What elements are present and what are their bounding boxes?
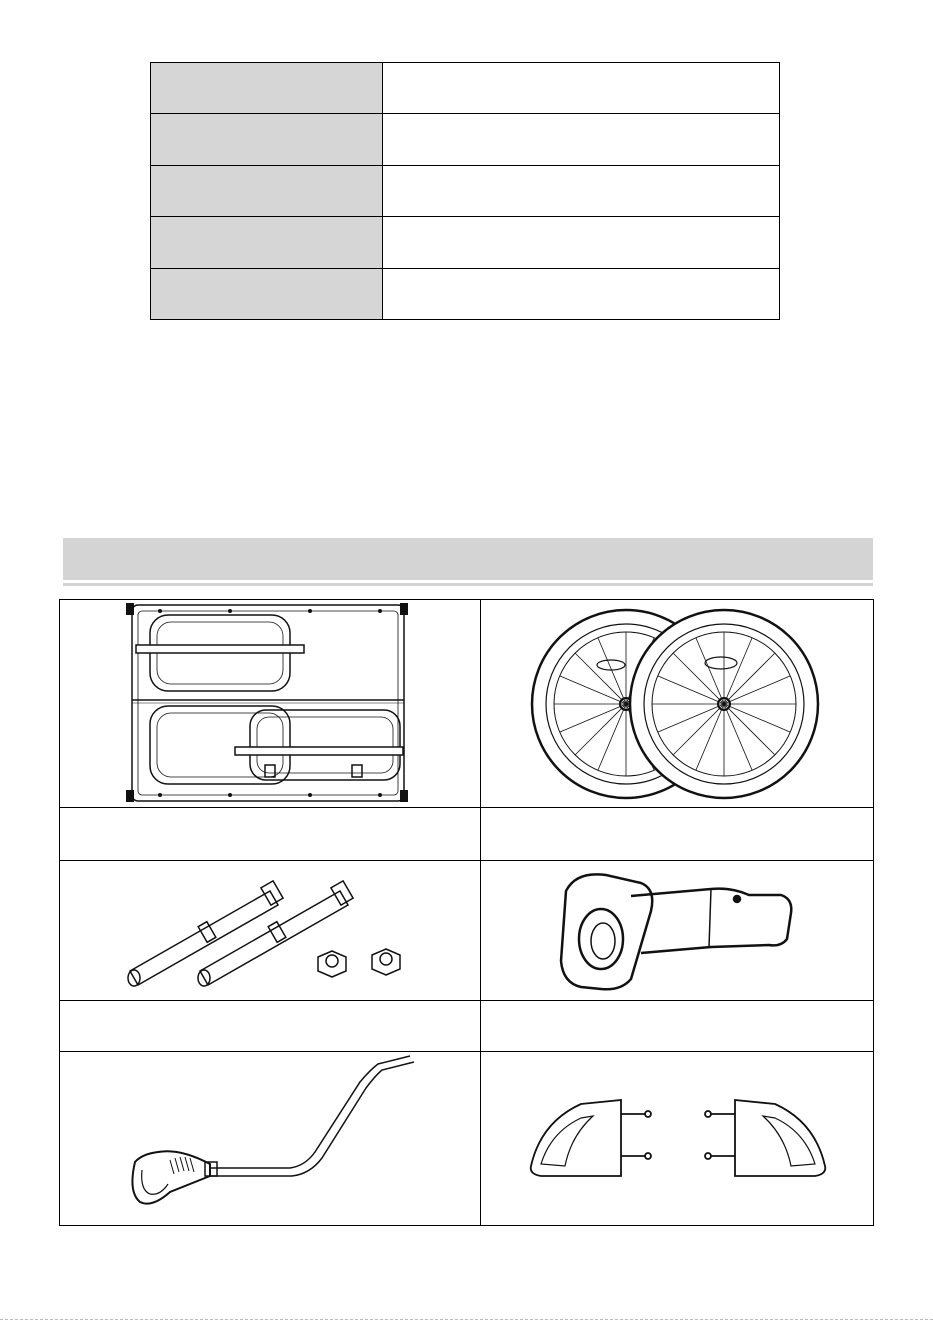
table-row	[151, 114, 780, 165]
part-label	[60, 808, 480, 860]
spec-value	[383, 63, 780, 114]
spec-key	[151, 217, 383, 268]
parts-grid	[59, 599, 874, 1226]
folded-trailer-frame-icon	[60, 600, 480, 807]
part-image-cell	[481, 600, 875, 807]
table-row	[151, 63, 780, 114]
spec-table	[150, 62, 780, 320]
spec-key	[151, 165, 383, 216]
part-image-cell	[60, 1052, 480, 1226]
part-image-cell	[60, 600, 480, 807]
part-image-cell	[481, 861, 875, 1000]
section-banner	[63, 538, 873, 580]
spec-value	[383, 217, 780, 268]
table-row	[151, 165, 780, 216]
section-divider	[63, 583, 873, 586]
tow-bar-icon	[60, 1052, 480, 1226]
table-row	[151, 268, 780, 319]
spec-key	[151, 268, 383, 319]
page-edge-rule	[0, 1319, 933, 1320]
mudguards-pair-icon	[481, 1052, 875, 1226]
spec-key	[151, 63, 383, 114]
table-row	[151, 217, 780, 268]
part-image-cell	[60, 861, 480, 1000]
part-label	[481, 808, 875, 860]
wheels-pair-icon	[481, 600, 875, 807]
spec-value	[383, 268, 780, 319]
spec-value	[383, 114, 780, 165]
part-label	[60, 1001, 480, 1051]
part-image-cell	[481, 1052, 875, 1226]
hitch-coupler-icon	[481, 861, 875, 1000]
part-label	[481, 1001, 875, 1051]
spec-key	[151, 114, 383, 165]
axles-and-nuts-icon	[60, 861, 480, 1000]
spec-value	[383, 165, 780, 216]
